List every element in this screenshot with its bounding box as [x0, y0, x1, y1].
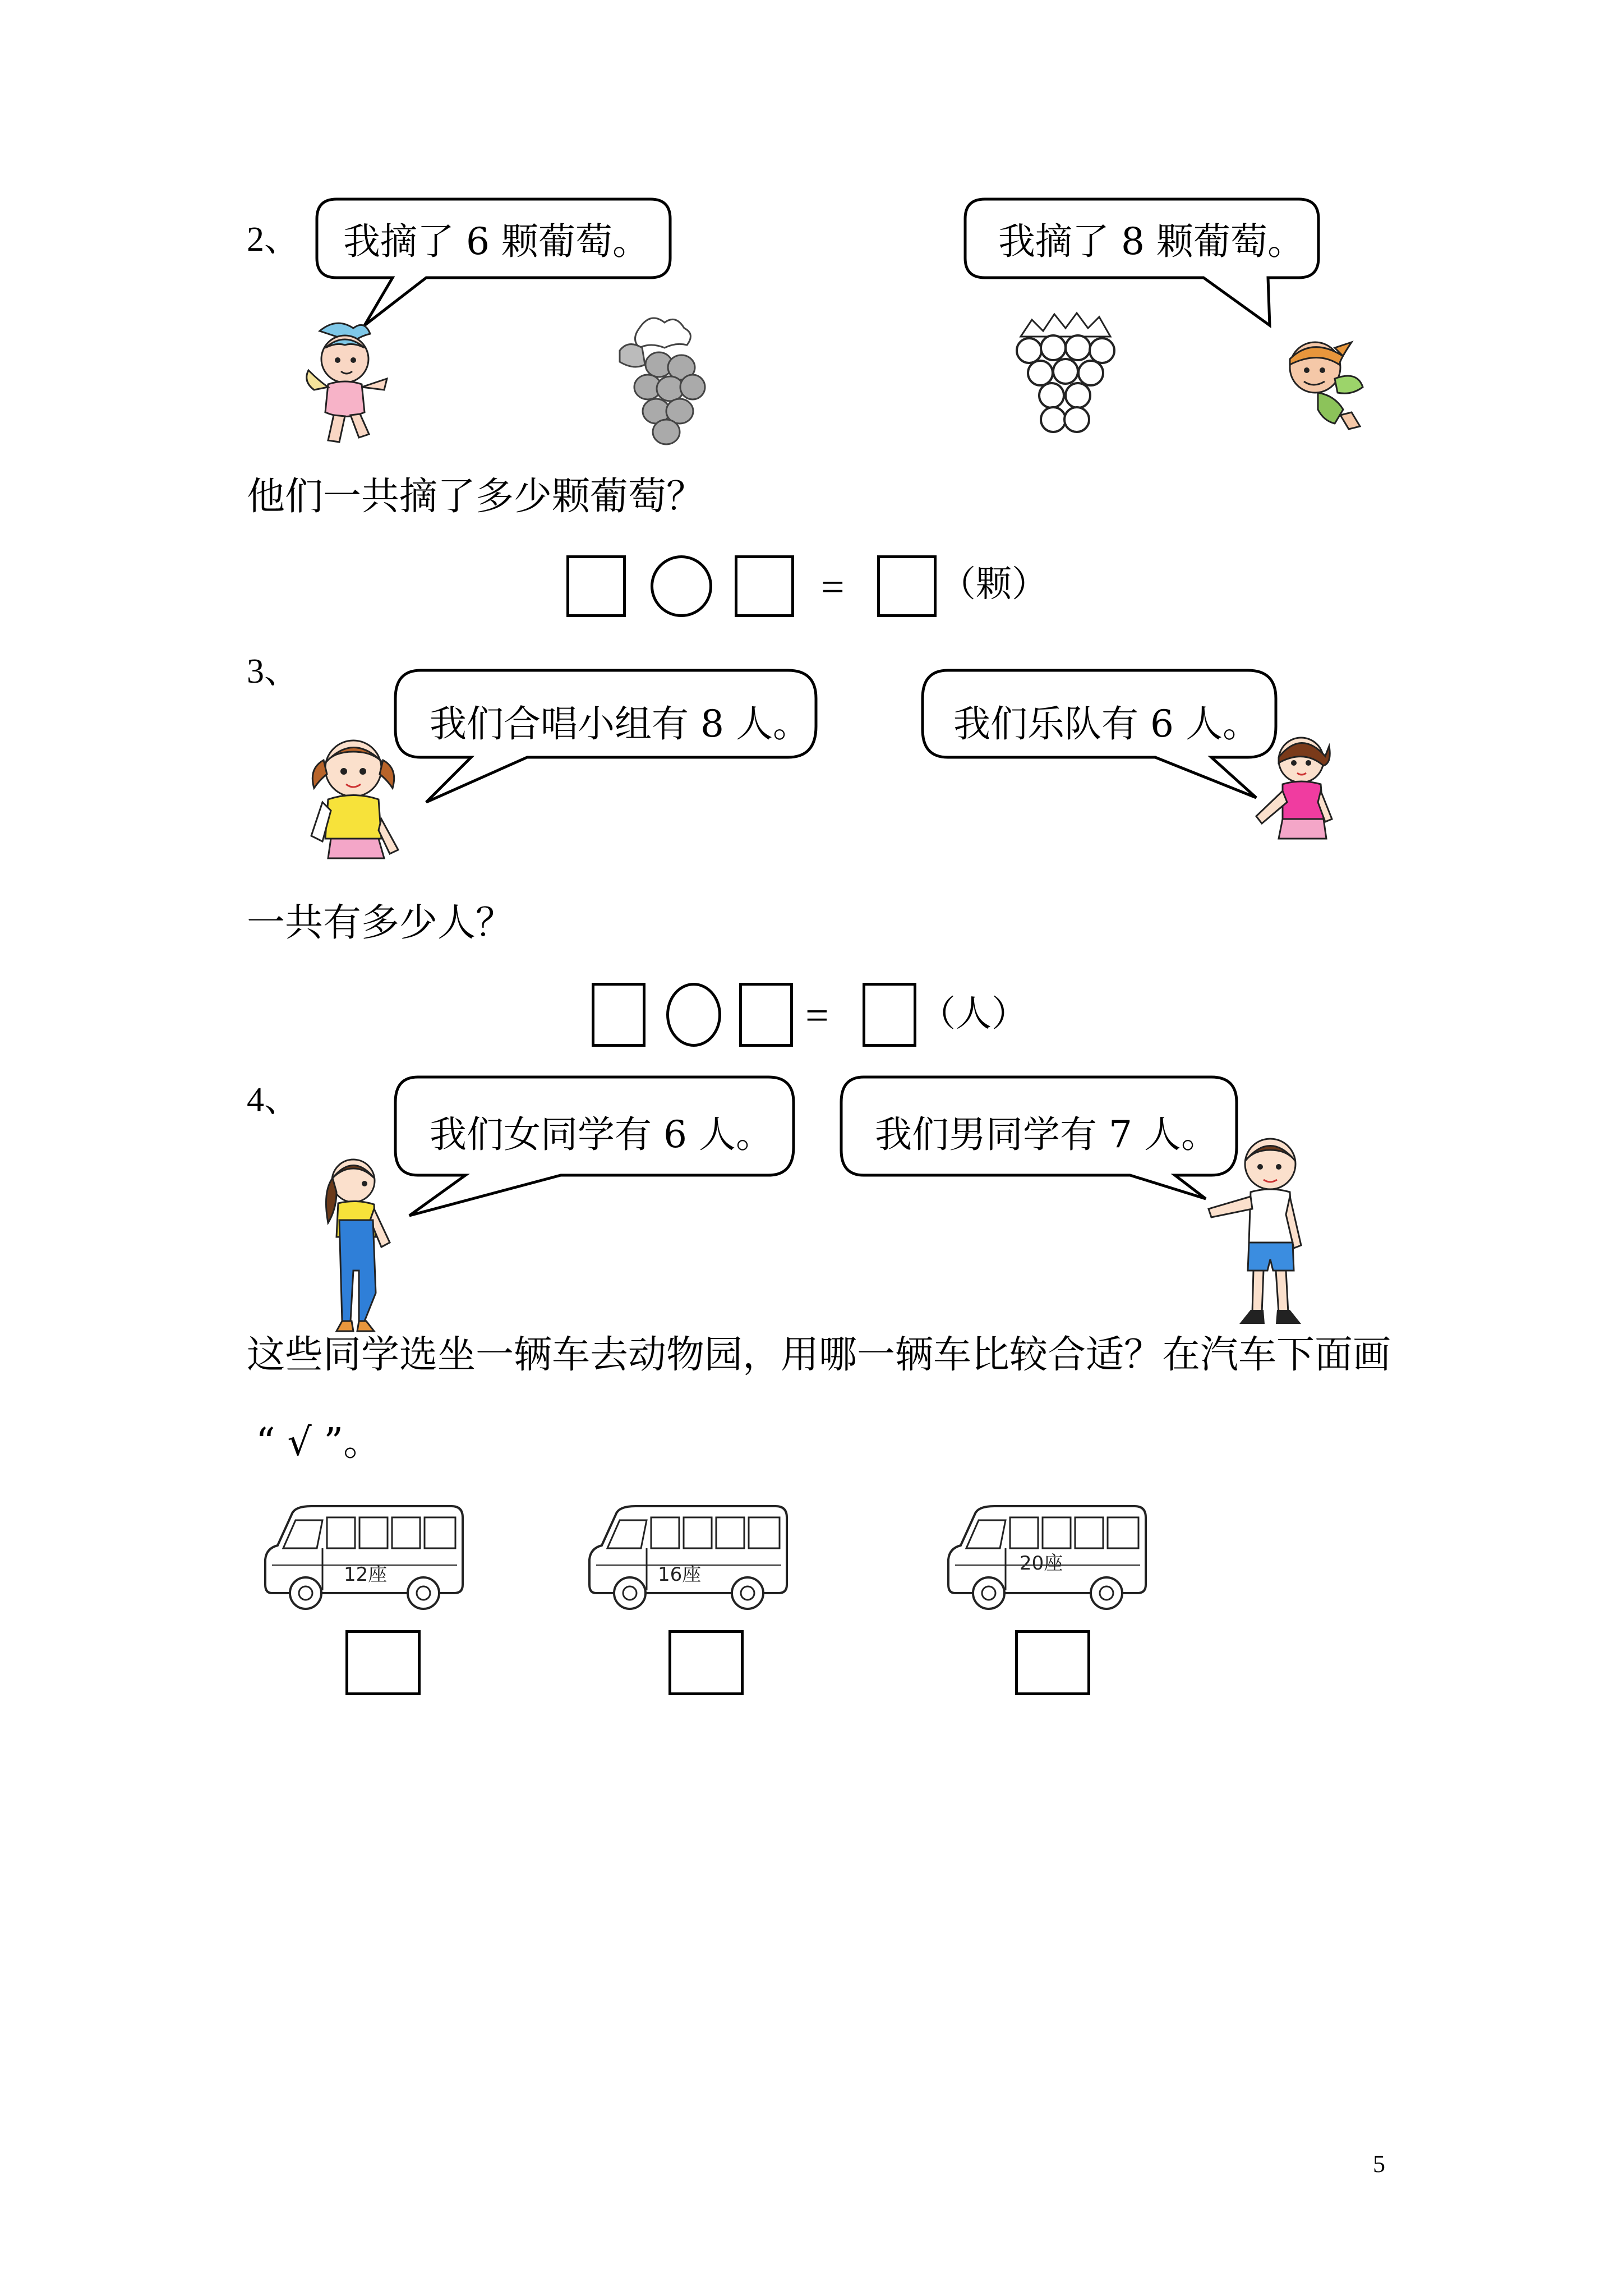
- bus-seat-label: 12座: [344, 1563, 388, 1586]
- question-4-text-line2: “ √ ”。: [256, 1420, 382, 1465]
- unit-label: （人）: [920, 993, 1027, 1035]
- equals-sign: =: [805, 993, 829, 1039]
- operator-circle[interactable]: [651, 555, 712, 617]
- bubble-text-left: 我们合唱小组有 8 人。: [430, 702, 810, 746]
- question-4-number: 4、: [247, 1081, 299, 1119]
- bus-seat-label: 20座: [1020, 1552, 1063, 1575]
- speech-bubble-left: [314, 196, 673, 331]
- answer-box-1[interactable]: [566, 555, 626, 617]
- answer-box-1[interactable]: [592, 983, 645, 1047]
- answer-box-result[interactable]: [877, 555, 937, 617]
- operator-circle[interactable]: [666, 983, 721, 1047]
- boy-white-shirt-image: [1197, 1130, 1318, 1332]
- bus-16-seats-image: [585, 1503, 792, 1616]
- answer-box-2[interactable]: [739, 983, 793, 1047]
- girl-pink-shirt-image: [1242, 729, 1343, 853]
- page-number: 5: [1373, 2150, 1385, 2178]
- bubble-text-left: 我们女同学有 6 人。: [430, 1113, 773, 1156]
- question-3-number: 3、: [247, 652, 299, 691]
- bus-20-seats-image: [944, 1503, 1151, 1616]
- checkbox-bus-20[interactable]: [1015, 1630, 1090, 1695]
- question-4-text-line1: 这些同学选坐一辆车去动物园，用哪一辆车比较合适？在汽车下面画: [247, 1333, 1391, 1377]
- checkbox-bus-12[interactable]: [345, 1630, 421, 1695]
- bubble-text-left: 我摘了 6 颗葡萄。: [343, 220, 649, 263]
- bubble-text-right: 我摘了 8 颗葡萄。: [998, 220, 1304, 263]
- answer-box-result[interactable]: [863, 983, 916, 1047]
- question-2-number: 2、: [247, 220, 299, 259]
- bubble-text-right: 我们乐队有 6 人。: [953, 702, 1260, 746]
- white-grapes-image: [1009, 309, 1122, 449]
- bus-12-seats-image: [261, 1503, 468, 1616]
- checkbox-bus-16[interactable]: [668, 1630, 744, 1695]
- fairy-boy-right-image: [1273, 325, 1374, 438]
- answer-box-2[interactable]: [735, 555, 794, 617]
- bubble-text-right: 我们男同学有 7 人。: [875, 1113, 1218, 1156]
- equals-sign: =: [821, 564, 845, 610]
- girl-yellow-shirt-image: [300, 729, 407, 869]
- gray-grapes-image: [611, 311, 707, 452]
- unit-label: （颗）: [940, 564, 1048, 605]
- bus-seat-label: 16座: [658, 1563, 702, 1586]
- girl-blue-overalls-image: [311, 1153, 401, 1338]
- question-3-text: 一共有多少人？: [247, 901, 514, 945]
- fairy-girl-left-image: [297, 320, 393, 449]
- question-2-text: 他们一共摘了多少颗葡萄？: [247, 475, 705, 519]
